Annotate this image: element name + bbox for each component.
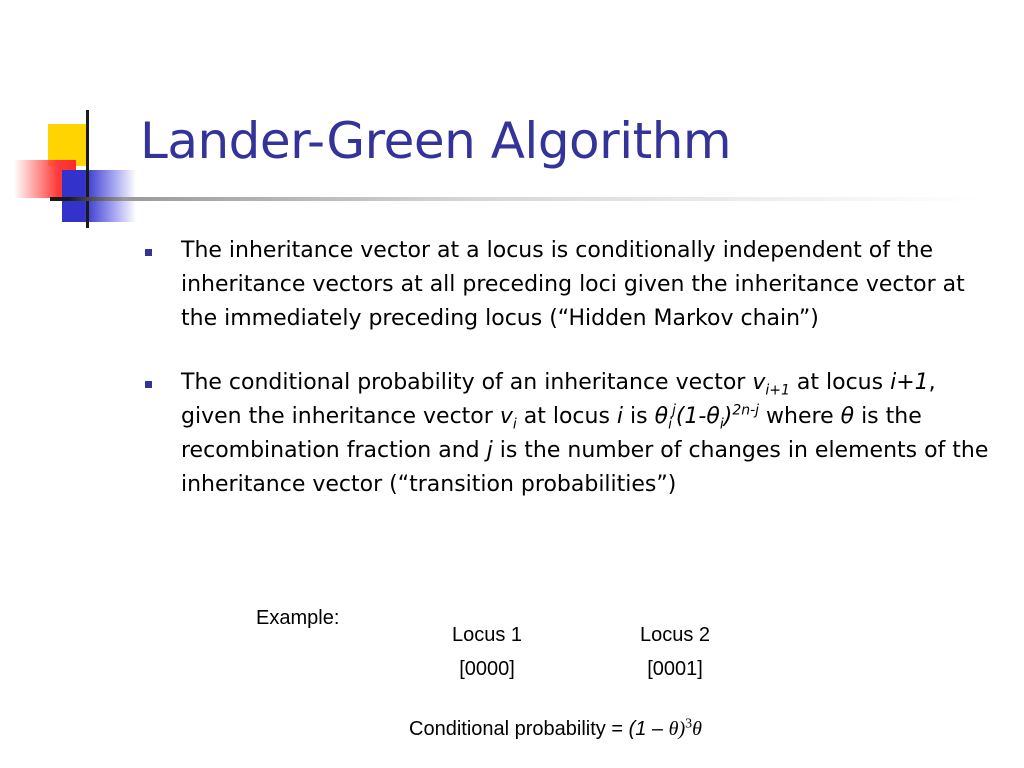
vertical-line xyxy=(86,110,89,228)
prob-label: Conditional probability = xyxy=(409,718,629,740)
prob-formula-c: θ xyxy=(692,718,702,740)
bullet-item-1 xyxy=(145,234,995,336)
locus1-label: Locus 1 xyxy=(451,624,523,646)
bullet-list xyxy=(145,234,995,502)
bullet-square-icon xyxy=(145,381,152,388)
bullet-text-1: The inheritance vector at a locus is conditionally independent of the inheritance vectors at all preceding loci given the inheritance vector at the immediately preceding locus (“Hidden Markov chain”) xyxy=(181,238,965,331)
locus2-vector: [0001] xyxy=(647,658,703,680)
locus1-vector: [0000] xyxy=(459,658,515,680)
blue-square xyxy=(62,170,136,222)
bullet-square-icon xyxy=(145,249,152,256)
title-underline xyxy=(50,197,980,201)
slide-title: Lander-Green Algorithm xyxy=(140,112,732,170)
bullet-text-2: The conditional probability of an inheritance vector $v_{i+1}$ at locus i+1, given the inheritance vector $v_i$ at locus i is $\theta_i^j(1-\theta_i)^{2n-j}$ where θ is the recombination fraction and j is the number of changes in elements of the inheritance vector (“transition probabilities”) xyxy=(181,370,989,497)
prob-exponent: 3 xyxy=(685,716,693,732)
bullet-item-2 xyxy=(145,366,995,502)
locus2-label: Locus 2 xyxy=(639,624,711,646)
example-label: Example: xyxy=(256,607,340,629)
prob-formula-b: θ) xyxy=(668,718,686,740)
prob-formula-a: (1 – xyxy=(628,718,669,740)
conditional-probability xyxy=(409,718,702,741)
